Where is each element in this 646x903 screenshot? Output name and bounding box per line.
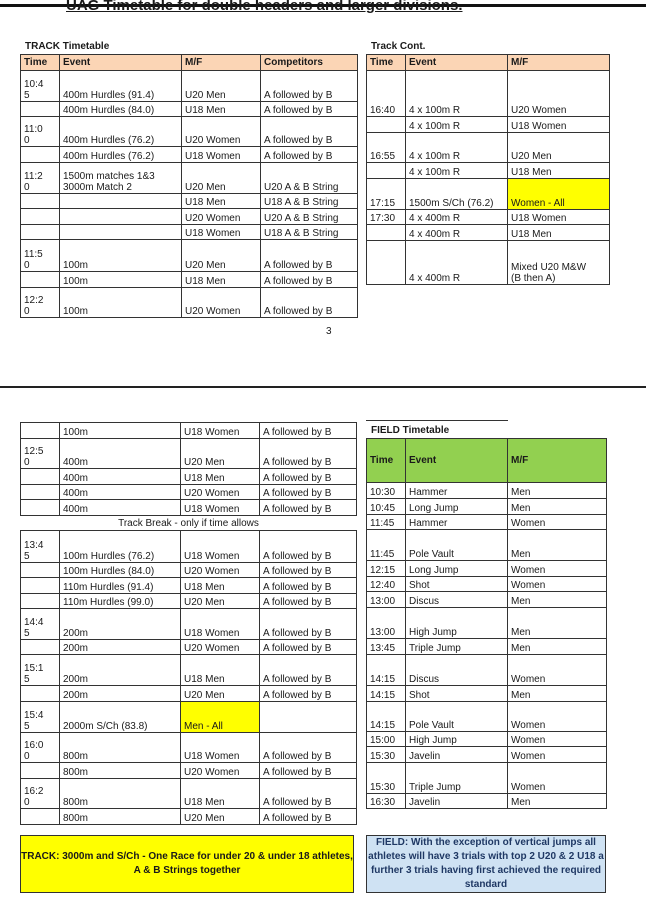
cell-event: Pole Vault — [406, 530, 508, 561]
table-row — [367, 747, 607, 763]
cell-event: 110m Hurdles (91.4) — [60, 578, 181, 594]
table-row — [367, 763, 607, 794]
cell-event: Hammer — [406, 515, 508, 530]
table-row — [21, 655, 357, 686]
cell-event — [60, 194, 182, 209]
cell-comp: A followed by B — [261, 240, 358, 272]
table-row — [21, 163, 358, 194]
cell-mf: U20 Men — [182, 71, 261, 102]
cell-event: Shot — [406, 577, 508, 592]
table-row — [21, 702, 357, 733]
cell-event: 400m — [60, 485, 181, 500]
cell-event: 400m Hurdles (91.4) — [60, 71, 182, 102]
track-break-label: Track Break - only if time allows — [21, 516, 357, 531]
cell-mf: Women — [508, 561, 607, 577]
field-body — [367, 483, 607, 809]
cell-mf: U20 Women — [181, 563, 260, 578]
table-row — [21, 102, 358, 117]
cell-mf: U20 Women — [182, 288, 261, 318]
table-row — [367, 702, 607, 732]
cell-mf: Women — [508, 577, 607, 592]
cell-comp: A followed by B — [260, 485, 357, 500]
cell-event: 100m — [60, 288, 182, 318]
cell-event: High Jump — [406, 732, 508, 747]
table-row — [21, 225, 358, 240]
cell-mf: Men — [508, 608, 607, 639]
cell-mf: U18 Women — [181, 423, 260, 439]
cell-event: High Jump — [406, 608, 508, 639]
cell-event: 800m — [60, 779, 181, 809]
table-row — [21, 469, 357, 485]
cell-comp: A followed by B — [261, 147, 358, 163]
table-row — [21, 516, 357, 531]
cell-mf: U20 Women — [182, 117, 261, 147]
cell-event: 4 x 100m R — [406, 71, 508, 117]
cell-mf: Mixed U20 M&W (B then A) — [508, 241, 610, 285]
cell-event: Triple Jump — [406, 639, 508, 655]
cell-mf: U20 Men — [508, 133, 610, 163]
cell-event: 400m — [60, 500, 181, 516]
cell-event: Javelin — [406, 747, 508, 763]
cell-mf: Women — [508, 655, 607, 686]
cell-mf: Men — [508, 530, 607, 561]
cell-event: Pole Vault — [406, 702, 508, 732]
cell-event: 100m — [60, 240, 182, 272]
cell-comp: U18 A & B String — [261, 194, 358, 209]
track-cont-table — [366, 54, 610, 285]
cell-time — [367, 117, 406, 133]
cell-time — [21, 578, 60, 594]
track-cont-body — [367, 71, 610, 285]
cell-time — [21, 102, 60, 117]
cell-mf: U18 Women — [182, 147, 261, 163]
cell-mf: Women — [508, 732, 607, 747]
cell-time — [21, 194, 60, 209]
table-row — [367, 117, 610, 133]
cell-comp: A followed by B — [260, 594, 357, 609]
col-header-time: Time — [21, 55, 60, 71]
table-row — [367, 241, 610, 285]
cell-mf: U20 Men — [181, 809, 260, 825]
col-header-event: Event — [406, 439, 508, 483]
cell-comp: A followed by B — [260, 779, 357, 809]
cell-mf: Women — [508, 763, 607, 794]
cell-comp: A followed by B — [260, 423, 357, 439]
cell-comp: A followed by B — [261, 71, 358, 102]
col-header-mf: M/F — [182, 55, 261, 71]
table-row — [367, 608, 607, 639]
cell-comp: A followed by B — [260, 439, 357, 469]
cell-comp: A followed by B — [260, 500, 357, 516]
cell-time — [21, 500, 60, 516]
cell-mf: U20 Men — [182, 163, 261, 194]
track-note: TRACK: 3000m and S/Ch - One Race for under 20 & under 18 athletes, A & B Strings together — [20, 835, 354, 893]
track-cont-title: Track Cont. — [371, 41, 426, 52]
cell-time: 13:00 — [367, 592, 406, 608]
cell-time — [21, 147, 60, 163]
cell-time: 14:15 — [367, 702, 406, 732]
cell-time — [367, 225, 406, 241]
cell-mf: Men — [508, 499, 607, 515]
cell-mf: Women — [508, 702, 607, 732]
table-row — [367, 686, 607, 702]
cell-event: 4 x 400m R — [406, 210, 508, 225]
col-header-event: Event — [60, 55, 182, 71]
cell-event: 800m — [60, 809, 181, 825]
cell-time: 15:30 — [367, 747, 406, 763]
table-row — [367, 225, 610, 241]
cell-time: 15:4 5 — [21, 702, 60, 733]
table-row — [21, 686, 357, 702]
cell-mf: U18 Men — [181, 655, 260, 686]
cell-comp: U20 A & B String — [261, 163, 358, 194]
track-title: TRACK Timetable — [25, 41, 110, 52]
cell-event: 200m — [60, 640, 181, 655]
cell-mf: U18 Women — [508, 210, 610, 225]
cell-comp: A followed by B — [260, 578, 357, 594]
cell-event: 4 x 100m R — [406, 133, 508, 163]
cell-mf: U20 Women — [182, 209, 261, 225]
cell-time — [21, 594, 60, 609]
cell-time: 11:5 0 — [21, 240, 60, 272]
cell-time — [21, 640, 60, 655]
cell-time: 12:15 — [367, 561, 406, 577]
cell-mf: U20 Men — [181, 439, 260, 469]
cell-time — [21, 563, 60, 578]
page-number: 3 — [326, 326, 332, 337]
cell-event: 200m — [60, 655, 181, 686]
cell-time: 14:4 5 — [21, 609, 60, 640]
col-header-mf: M/F — [508, 439, 607, 483]
table-row — [367, 483, 607, 499]
cell-mf: U20 Men — [181, 594, 260, 609]
cell-comp: A followed by B — [260, 531, 357, 563]
cell-event: 200m — [60, 686, 181, 702]
cell-event: 200m — [60, 609, 181, 640]
cell-time: 10:4 5 — [21, 71, 60, 102]
cell-comp: A followed by B — [260, 469, 357, 485]
table-row — [21, 809, 357, 825]
cell-event: 400m — [60, 439, 181, 469]
cell-comp: A followed by B — [260, 686, 357, 702]
table-row — [367, 577, 607, 592]
table-row — [367, 655, 607, 686]
cell-event: 1500m matches 1&3 3000m Match 2 — [60, 163, 182, 194]
cell-comp — [260, 702, 357, 733]
cell-comp: A followed by B — [260, 763, 357, 779]
cell-time: 13:00 — [367, 608, 406, 639]
cell-event: Shot — [406, 686, 508, 702]
track-table-continued — [20, 422, 357, 825]
cell-time — [367, 241, 406, 285]
cell-mf: U20 Women — [181, 485, 260, 500]
cell-time: 11:45 — [367, 515, 406, 530]
cell-time: 12:5 0 — [21, 439, 60, 469]
field-note: FIELD: With the exception of vertical jumps all athletes will have 3 trials with top 2 U20 & 2 U18 a further 3 trials having first achieved the required standard — [366, 835, 606, 893]
cell-event: 4 x 400m R — [406, 225, 508, 241]
table-row — [367, 639, 607, 655]
table-row — [21, 500, 357, 516]
cell-time: 16:40 — [367, 71, 406, 117]
cell-comp: A followed by B — [260, 733, 357, 763]
table-row — [21, 439, 357, 469]
cell-mf: U20 Women — [181, 763, 260, 779]
cell-event: 100m Hurdles (76.2) — [60, 531, 181, 563]
table-row — [21, 194, 358, 209]
table-row — [21, 640, 357, 655]
cell-time: 12:2 0 — [21, 288, 60, 318]
field-title: FIELD Timetable — [371, 425, 450, 436]
cell-mf: U18 Men — [508, 163, 610, 179]
cell-time: 16:30 — [367, 794, 406, 809]
cell-mf: Men — [508, 592, 607, 608]
table-row — [21, 272, 358, 288]
cell-mf: U18 Men — [181, 779, 260, 809]
cell-time: 14:15 — [367, 686, 406, 702]
col-header-competitors: Competitors — [261, 55, 358, 71]
cell-event — [60, 225, 182, 240]
cell-time: 17:15 — [367, 179, 406, 210]
cell-mf: U18 Women — [181, 609, 260, 640]
cell-event: Long Jump — [406, 499, 508, 515]
cell-time — [21, 272, 60, 288]
col-header-mf: M/F — [508, 55, 610, 71]
table-row — [21, 594, 357, 609]
col-header-event: Event — [406, 55, 508, 71]
table-row — [21, 563, 357, 578]
cell-event: 400m Hurdles (84.0) — [60, 102, 182, 117]
cell-time — [21, 423, 60, 439]
cell-mf: U18 Men — [181, 578, 260, 594]
table-row — [367, 71, 610, 117]
table-row — [21, 485, 357, 500]
table-row — [21, 609, 357, 640]
track-table — [20, 54, 358, 318]
cell-time — [21, 209, 60, 225]
cell-event: 4 x 400m R — [406, 241, 508, 285]
cell-mf: Women — [508, 747, 607, 763]
cell-comp: A followed by B — [261, 288, 358, 318]
table-row — [21, 209, 358, 225]
cell-mf: U20 Women — [181, 640, 260, 655]
cell-time — [367, 163, 406, 179]
cell-time: 15:00 — [367, 732, 406, 747]
cell-event: Triple Jump — [406, 763, 508, 794]
col-header-time: Time — [367, 55, 406, 71]
table-row — [21, 288, 358, 318]
cell-time — [21, 763, 60, 779]
cell-comp: U20 A & B String — [261, 209, 358, 225]
cell-comp: A followed by B — [260, 609, 357, 640]
cell-event: 100m Hurdles (84.0) — [60, 563, 181, 578]
cell-event: 4 x 100m R — [406, 117, 508, 133]
col-header-time: Time — [367, 439, 406, 483]
cell-time: 13:45 — [367, 639, 406, 655]
cell-mf: U18 Men — [182, 272, 261, 288]
table-row — [21, 117, 358, 147]
cell-mf: U18 Women — [181, 500, 260, 516]
cell-mf: Men — [508, 794, 607, 809]
cell-event: Discus — [406, 655, 508, 686]
table-row — [367, 499, 607, 515]
page-title: UAG Timetable for double headers and larger divisions. — [66, 0, 463, 14]
track2-body — [21, 423, 357, 825]
cell-comp: A followed by B — [260, 655, 357, 686]
cell-time: 10:45 — [367, 499, 406, 515]
cell-mf: U18 Women — [508, 117, 610, 133]
cell-mf: U18 Women — [182, 225, 261, 240]
cell-time: 15:1 5 — [21, 655, 60, 686]
cell-mf: Women — [508, 515, 607, 530]
table-row — [367, 179, 610, 210]
cell-event: 100m — [60, 272, 182, 288]
cell-time — [21, 469, 60, 485]
cell-mf: U20 Men — [181, 686, 260, 702]
cell-comp: A followed by B — [261, 102, 358, 117]
table-row — [21, 733, 357, 763]
table-row — [367, 210, 610, 225]
cell-time: 10:30 — [367, 483, 406, 499]
cell-mf: Men — [508, 686, 607, 702]
cell-time: 16:2 0 — [21, 779, 60, 809]
table-row — [367, 133, 610, 163]
table-row — [21, 240, 358, 272]
cell-event: 1500m S/Ch (76.2) — [406, 179, 508, 210]
table-row — [367, 794, 607, 809]
cell-comp: A followed by B — [260, 640, 357, 655]
cell-time: 12:40 — [367, 577, 406, 592]
cell-event: 4 x 100m R — [406, 163, 508, 179]
cell-event: Long Jump — [406, 561, 508, 577]
cell-event: Javelin — [406, 794, 508, 809]
cell-event: 2000m S/Ch (83.8) — [60, 702, 181, 733]
cell-comp: A followed by B — [260, 809, 357, 825]
cell-time: 16:55 — [367, 133, 406, 163]
cell-event: 110m Hurdles (99.0) — [60, 594, 181, 609]
table-row — [367, 163, 610, 179]
cell-time — [21, 485, 60, 500]
table-row — [21, 531, 357, 563]
cell-event — [60, 209, 182, 225]
cell-event: 800m — [60, 733, 181, 763]
table-row — [21, 423, 357, 439]
cell-time: 11:2 0 — [21, 163, 60, 194]
page-separator — [0, 386, 646, 388]
cell-time — [21, 686, 60, 702]
track-body — [21, 71, 358, 318]
table-row — [21, 71, 358, 102]
cell-mf: Men - All — [181, 702, 260, 733]
cell-event: Hammer — [406, 483, 508, 499]
cell-time: 16:0 0 — [21, 733, 60, 763]
cell-event: 100m — [60, 423, 181, 439]
cell-mf: U18 Men — [181, 469, 260, 485]
table-row — [367, 732, 607, 747]
cell-time: 11:45 — [367, 530, 406, 561]
cell-time — [21, 225, 60, 240]
cell-mf: U20 Men — [182, 240, 261, 272]
cell-mf: Men — [508, 639, 607, 655]
cell-time: 14:15 — [367, 655, 406, 686]
table-row — [367, 530, 607, 561]
cell-time: 11:0 0 — [21, 117, 60, 147]
cell-mf: U18 Men — [182, 194, 261, 209]
table-row — [367, 515, 607, 530]
cell-mf: U20 Women — [508, 71, 610, 117]
cell-event: 400m Hurdles (76.2) — [60, 117, 182, 147]
cell-comp: A followed by B — [260, 563, 357, 578]
cell-mf: U18 Men — [508, 225, 610, 241]
table-row — [21, 779, 357, 809]
cell-event: 800m — [60, 763, 181, 779]
field-table — [366, 438, 607, 809]
cell-event: 400m Hurdles (76.2) — [60, 147, 182, 163]
cell-event: Discus — [406, 592, 508, 608]
table-row — [21, 763, 357, 779]
cell-comp: U18 A & B String — [261, 225, 358, 240]
field-title-rule — [366, 420, 508, 421]
table-row — [21, 578, 357, 594]
table-row — [367, 592, 607, 608]
cell-event: 400m — [60, 469, 181, 485]
cell-time: 15:30 — [367, 763, 406, 794]
table-row — [21, 147, 358, 163]
cell-mf: U18 Men — [182, 102, 261, 117]
table-row — [367, 561, 607, 577]
cell-mf: U18 Women — [181, 531, 260, 563]
cell-time — [21, 809, 60, 825]
cell-mf: Men — [508, 483, 607, 499]
cell-time: 17:30 — [367, 210, 406, 225]
cell-mf: U18 Women — [181, 733, 260, 763]
cell-comp: A followed by B — [261, 117, 358, 147]
cell-comp: A followed by B — [261, 272, 358, 288]
cell-mf: Women - All — [508, 179, 610, 210]
cell-time: 13:4 5 — [21, 531, 60, 563]
